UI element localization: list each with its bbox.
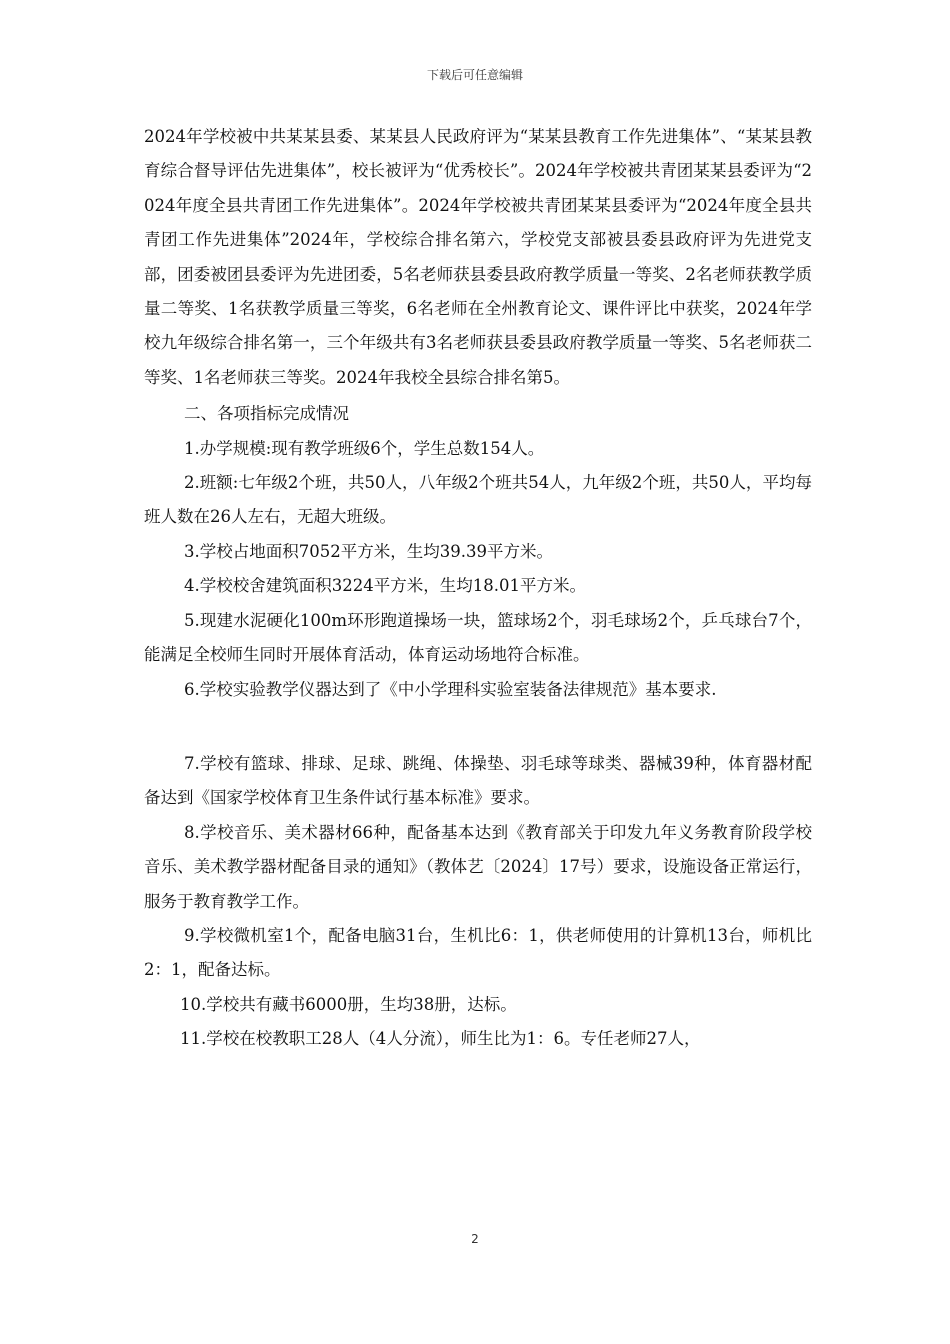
paragraph-item-8: 8.学校音乐、美术器材66种，配备基本达到《教育部关于印发九年义务教育阶段学校音乐、美术教学器材配备目录的通知》（教体艺〔2024〕17号）要求，设施设备正常运行，服务于教育教学工作。	[144, 822, 812, 911]
paragraph-item-4: 4.学校校舍建筑面积3224平方米，生均18.01平方米。	[184, 576, 586, 596]
paragraph-item-3: 3.学校占地面积7052平方米，生均39.39平方米。	[184, 541, 553, 561]
paragraph-item-9: 9.学校微机室1个，配备电脑31台，生机比6：1，供老师使用的计算机13台，师机比2：1，配备达标。	[144, 925, 812, 980]
paragraph-item-7: 7.学校有篮球、排球、足球、跳绳、体操垫、羽毛球等球类、器械39种，体育器材配备达到《国家学校体育卫生条件试行基本标准》要求。	[144, 753, 812, 808]
paragraph-item-11: 11.学校在校教职工28人（4人分流），师生比为1：6。专任老师27人，	[180, 1029, 701, 1049]
blank-line	[144, 707, 812, 747]
paragraph-item-1: 1.办学规模:现有教学班级6个，学生总数154人。	[184, 438, 545, 458]
paragraph-item-6: 6.学校实验教学仪器达到了《中小学理科实验室装备法律规范》基本要求.	[184, 679, 717, 699]
page-header: 下载后可任意编辑	[426, 68, 523, 82]
section-heading: 二、各项指标完成情况	[184, 404, 349, 424]
paragraph-item-10: 10.学校共有藏书6000册，生均38册，达标。	[180, 994, 517, 1014]
document-body	[144, 120, 812, 1057]
paragraph-item-2: 2.班额:七年级2个班，共50人，八年级2个班共54人，九年级2个班，共50人，平均每班人数在26人左右，无超大班级。	[144, 473, 812, 527]
page-number: 2	[471, 1232, 479, 1246]
paragraph-awards: 2024年学校被中共某某县委、某某县人民政府评为“某某县教育工作先进集体”、“某某县教育综合督导评估先进集体”，校长被评为“优秀校长”。2024年学校被共青团某某县委评为“2024年度全县共青团工作先进集体”。2024年学校被共青团某某县委评为“2024年度全县共青团工作先进集体”2024年，学校综合排名第六，学校党支部被县委县政府评为先进党支部，团委被团县委评为先进团委，5名老师获县委县政府教学质量一等奖、2名老师获教学质量二等奖、1名获教学质量三等奖，6名老师在全州教育论文、课件评比中获奖，2024年学校九年级综合排名第一，三个年级共有3名老师获县委县政府教学质量一等奖、5名老师获二等奖、1名老师获三等奖。2024年我校全县综合排名第5。	[144, 127, 812, 387]
paragraph-item-5: 5.现建水泥硬化100m环形跑道操场一块，篮球场2个，羽毛球场2个，乒乓球台7个，能满足全校师生同时开展体育活动，体育运动场地符合标准。	[144, 610, 812, 665]
